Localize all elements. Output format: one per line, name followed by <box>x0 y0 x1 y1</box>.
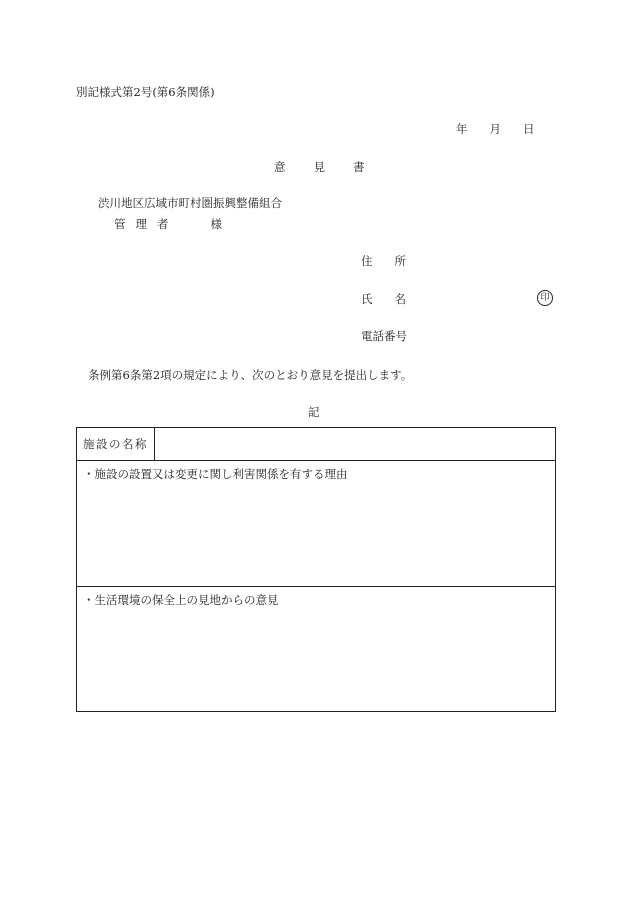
address-label <box>361 256 406 268</box>
address-label-char-2: 所 <box>394 254 406 268</box>
submission-statement: 条例第6条第2項の規定により、次のとおり意見を提出します。 <box>88 368 413 382</box>
ki-heading: 記 <box>308 405 320 419</box>
address-label-char-1: 住 <box>361 254 373 268</box>
recipient-title-char-3: 者 <box>157 217 169 231</box>
facility-name-label: 施設の名称 <box>77 428 155 460</box>
environment-opinion-field[interactable] <box>77 587 555 711</box>
date-line <box>456 124 535 136</box>
environment-opinion-heading: ・生活環境の保全上の見地からの意見 <box>83 593 279 607</box>
recipient-title <box>114 219 222 231</box>
facility-name-field[interactable] <box>155 428 555 460</box>
interest-reason-field[interactable] <box>77 461 555 587</box>
title-char-2: 見 <box>313 160 325 174</box>
opinion-form-table <box>76 427 556 712</box>
name-label-char-2: 名 <box>394 292 406 306</box>
recipient-title-char-2: 理 <box>135 217 147 231</box>
interest-reason-heading: ・施設の設置又は変更に関し利害関係を有する理由 <box>83 467 348 481</box>
form-number: 別記様式第2号(第6条関係) <box>76 85 215 99</box>
name-label <box>361 294 406 306</box>
seal-mark: 印 <box>537 290 553 306</box>
date-day-label: 日 <box>523 122 535 136</box>
date-year-label: 年 <box>456 122 468 136</box>
recipient-organization: 渋川地区広域市町村圏振興整備組合 <box>98 196 282 210</box>
name-label-char-1: 氏 <box>361 292 373 306</box>
date-month-label: 月 <box>489 122 501 136</box>
recipient-title-char-1: 管 <box>114 217 126 231</box>
title-char-3: 書 <box>353 160 365 174</box>
phone-label: 電話番号 <box>361 329 407 343</box>
recipient-honorific: 様 <box>210 217 222 231</box>
title-char-1: 意 <box>274 160 286 174</box>
document-title <box>274 162 365 174</box>
facility-name-row <box>77 428 555 461</box>
